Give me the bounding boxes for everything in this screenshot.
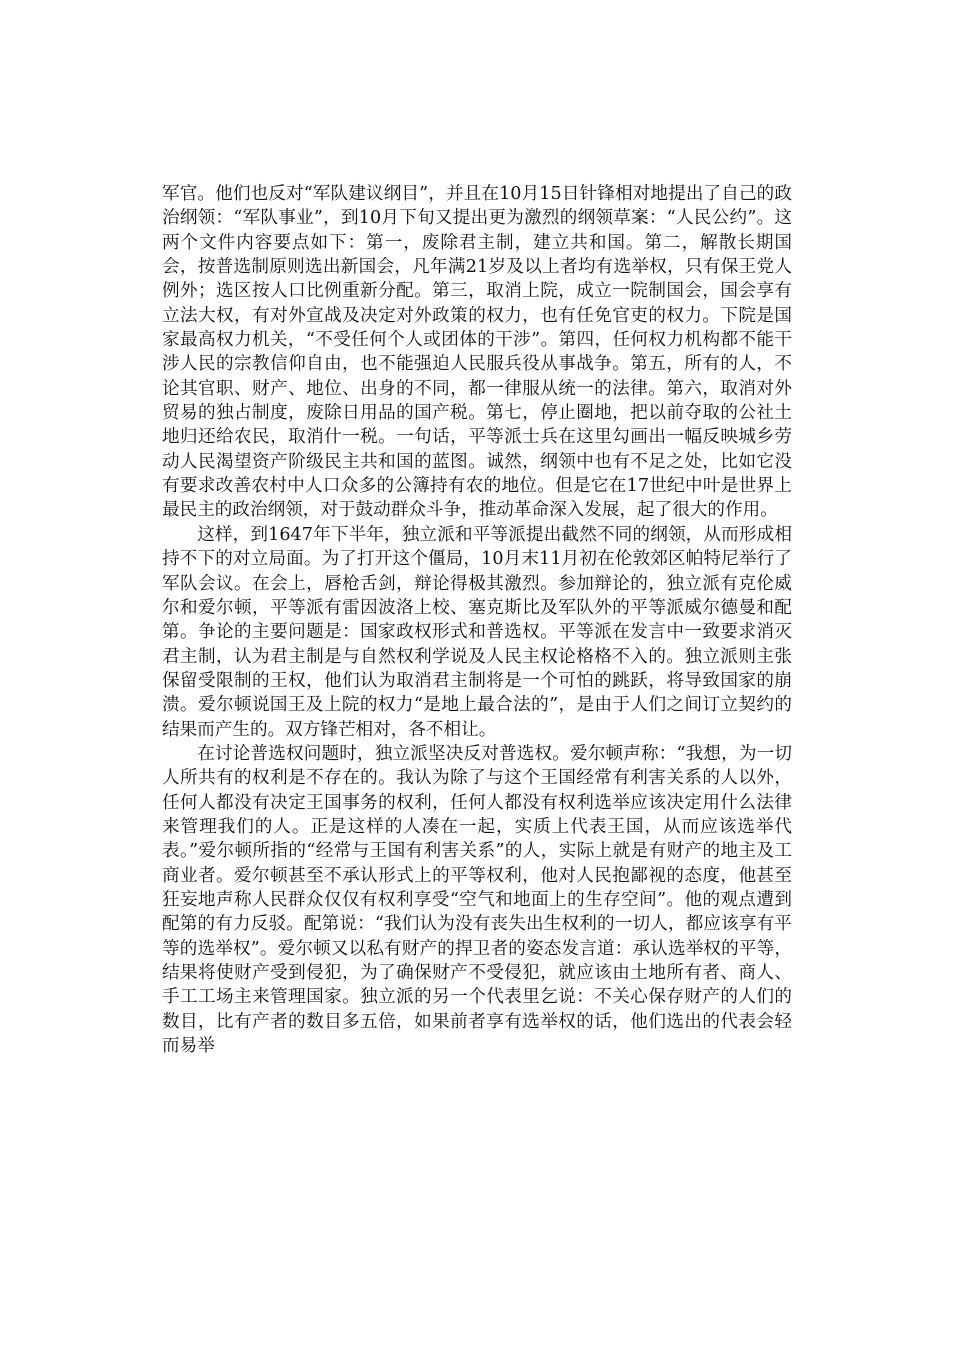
paragraph-1: 军官。他们也反对“军队建议纲目”，并且在10月15日针锋相对地提出了自己的政治纲领：“军队事业”，到10月下旬又提出更为激烈的纲领草案：“人民公约”。这两个文件内容要点如下：第一，废除君主制，建立共和国。第二，解散长期国会，按普选制原则选出新国会，凡年满21岁及以上者均有选举权，只有保王党人例外；选区按人口比例重新分配。第三，取消上院，成立一院制国会，国会享有立法大权，有对外宣战及决定对外政策的权力，也有任免官吏的权力。下院是国家最高权力机关，“不受任何个人或团体的干涉”。第四，任何权力机构都不能干涉人民的宗教信仰自由，也不能强迫人民服兵役从事战争。第五，所有的人，不论其官职、财产、地位、出身的不同，都一律服从统一的法律。第六，取消对外贸易的独占制度，废除日用品的国产税。第七，停止圈地，把以前夺取的公社土地归还给农民，取消什一税。一句话，平等派士兵在这里勾画出一幅反映城乡劳动人民渴望资产阶级民主共和国的蓝图。诚然，纲领中也有不足之处，比如它没有要求改善农村中人口众多的公簿持有农的地位。但是它在17世纪中叶是世界上最民主的政治纲领，对于鼓动群众斗争，推动革命深入发展，起了很大的作用。 <box>162 184 792 521</box>
paragraph-2: 这样，到1647年下半年，独立派和平等派提出截然不同的纲领，从而形成相持不下的对立局面。为了打开这个僵局，10月末11月初在伦敦郊区帕特尼举行了军队会议。在会上，唇枪舌剑，辩论得极其激烈。参加辩论的，独立派有克伦威尔和爱尔顿，平等派有雷因波洛上校、塞克斯比及军队外的平等派威尔德曼和配第。争论的主要问题是：国家政权形式和普选权。平等派在发言中一致要求消灭君主制，认为君主制是与自然权利学说及人民主权论格格不入的。独立派则主张保留受限制的王权，他们认为取消君主制将是一个可怕的跳跃，将导致国家的崩溃。爱尔顿说国王及上院的权力“是地上最合法的”，是由于人们之间订立契约的结果而产生的。双方锋芒相对，各不相让。 <box>162 524 792 740</box>
body-text <box>162 182 792 1058</box>
paragraph-3: 在讨论普选权问题时，独立派坚决反对普选权。爱尔顿声称：“我想，为一切人所共有的权利是不存在的。我认为除了与这个王国经常有利害关系的人以外，任何人都没有决定王国事务的权利，任何人都没有权利选举应该决定用什么法律来管理我们的人。正是这样的人凑在一起，实质上代表王国，从而应该选举代表。”爱尔顿所指的“经常与王国有利害关系”的人，实际上就是有财产的地主及工商业者。爱尔顿甚至不承认形式上的平等权利，他对人民抱鄙视的态度，他甚至狂妄地声称人民群众仅仅有权利享受“空气和地面上的生存空间”。他的观点遭到配第的有力反驳。配第说：“我们认为没有丧失出生权利的一切人，都应该享有平等的选举权”。爱尔顿又以私有财产的捍卫者的姿态发言道：承认选举权的平等，结果将使财产受到侵犯，为了确保财产不受侵犯，就应该由土地所有者、商人、手工工场主来管理国家。独立派的另一个代表里乞说：不关心保存财产的人们的数目，比有产者的数目多五倍，如果前者享有选举权的话，他们选出的代表会轻而易举 <box>162 743 792 1057</box>
